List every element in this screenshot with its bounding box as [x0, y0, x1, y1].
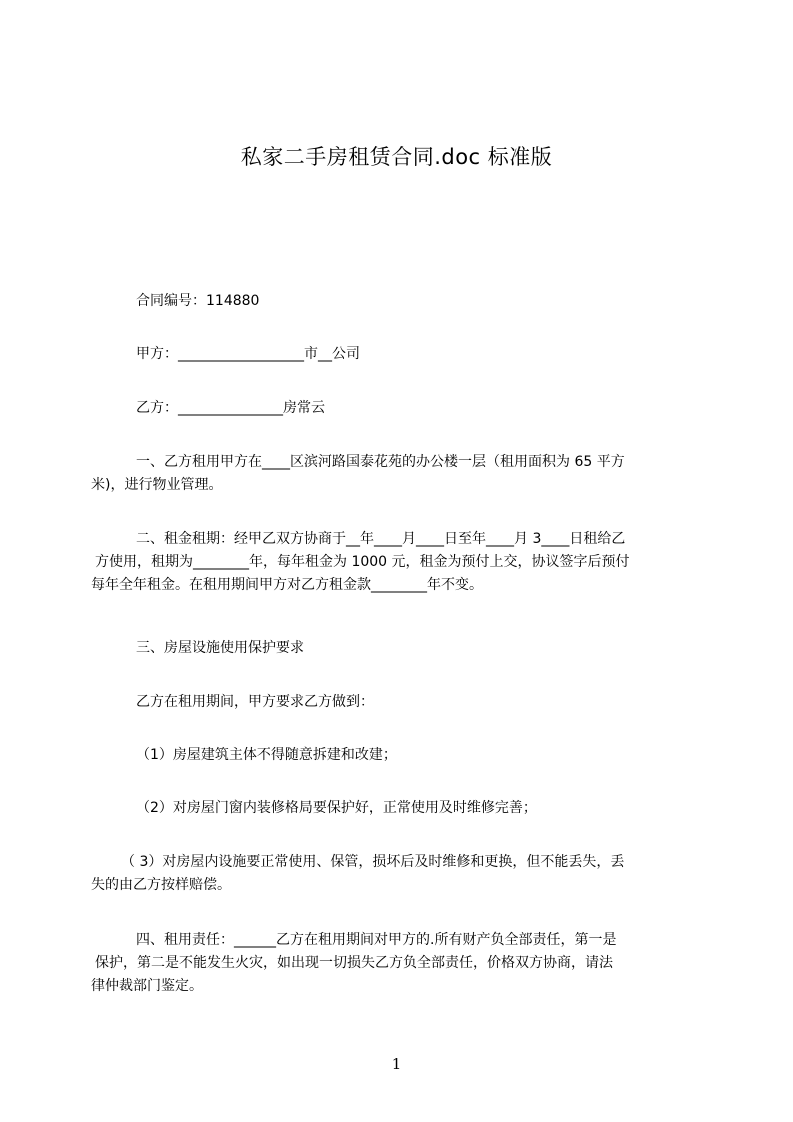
clause-2-line-2: 方使用，租期为________年，每年租金为 1000 元，租金为预付上交，协议签字后预付 [95, 554, 630, 570]
clause-1-line-2: 米)，进行物业管理。 [91, 477, 223, 493]
list-item-3 [91, 851, 716, 897]
clause-2-line-3: 每年全年租金。在租用期间甲方对乙方租金款________年不变。 [91, 577, 483, 593]
party-b-line: 乙方：_______________房常云 [136, 400, 325, 416]
list-item-1: （1）房屋建筑主体不得随意拆建和改建； [136, 747, 397, 763]
list-item-3-line-1: （ 3）对房屋内设施要正常使用、保管，损坏后及时维修和更换，但不能丢失，丢 [121, 854, 625, 870]
clause-2-paragraph [91, 528, 716, 597]
list-item-2: （2）对房屋门窗内装修格局要保护好，正常使用及时维修完善； [136, 800, 537, 816]
clause-4-line-2: 保护，第二是不能发生火灾，如出现一切损失乙方负全部责任，价格双方协商，请法 [95, 955, 613, 971]
clause-3-heading: 三、房屋设施使用保护要求 [136, 640, 304, 656]
clause-4-paragraph [91, 929, 716, 998]
document-title: 私家二手房租赁合同.doc 标准版 [240, 145, 553, 169]
clause-2-line-1: 二、租金租期：经甲乙双方协商于__年____月____日至年____月 3____日租给乙 [136, 531, 626, 547]
list-item-3-line-2: 失的由乙方按样赔偿。 [91, 877, 231, 893]
contract-number: 合同编号：114880 [136, 293, 260, 309]
page-number: 1 [391, 1055, 402, 1073]
clause-3-intro: 乙方在租用期间，甲方要求乙方做到： [136, 694, 374, 710]
clause-4-line-1: 四、租用责任：______乙方在租用期间对甲方的.所有财产负全部责任，第一是 [136, 932, 617, 948]
clause-4-line-3: 律仲裁部门鉴定。 [91, 978, 203, 994]
clause-1-paragraph [91, 451, 716, 497]
party-a-line: 甲方：__________________市__公司 [136, 346, 360, 362]
clause-1-line-1: 一、乙方租用甲方在____区滨河路国泰花苑的办公楼一层（租用面积为 65 平方 [136, 454, 625, 470]
